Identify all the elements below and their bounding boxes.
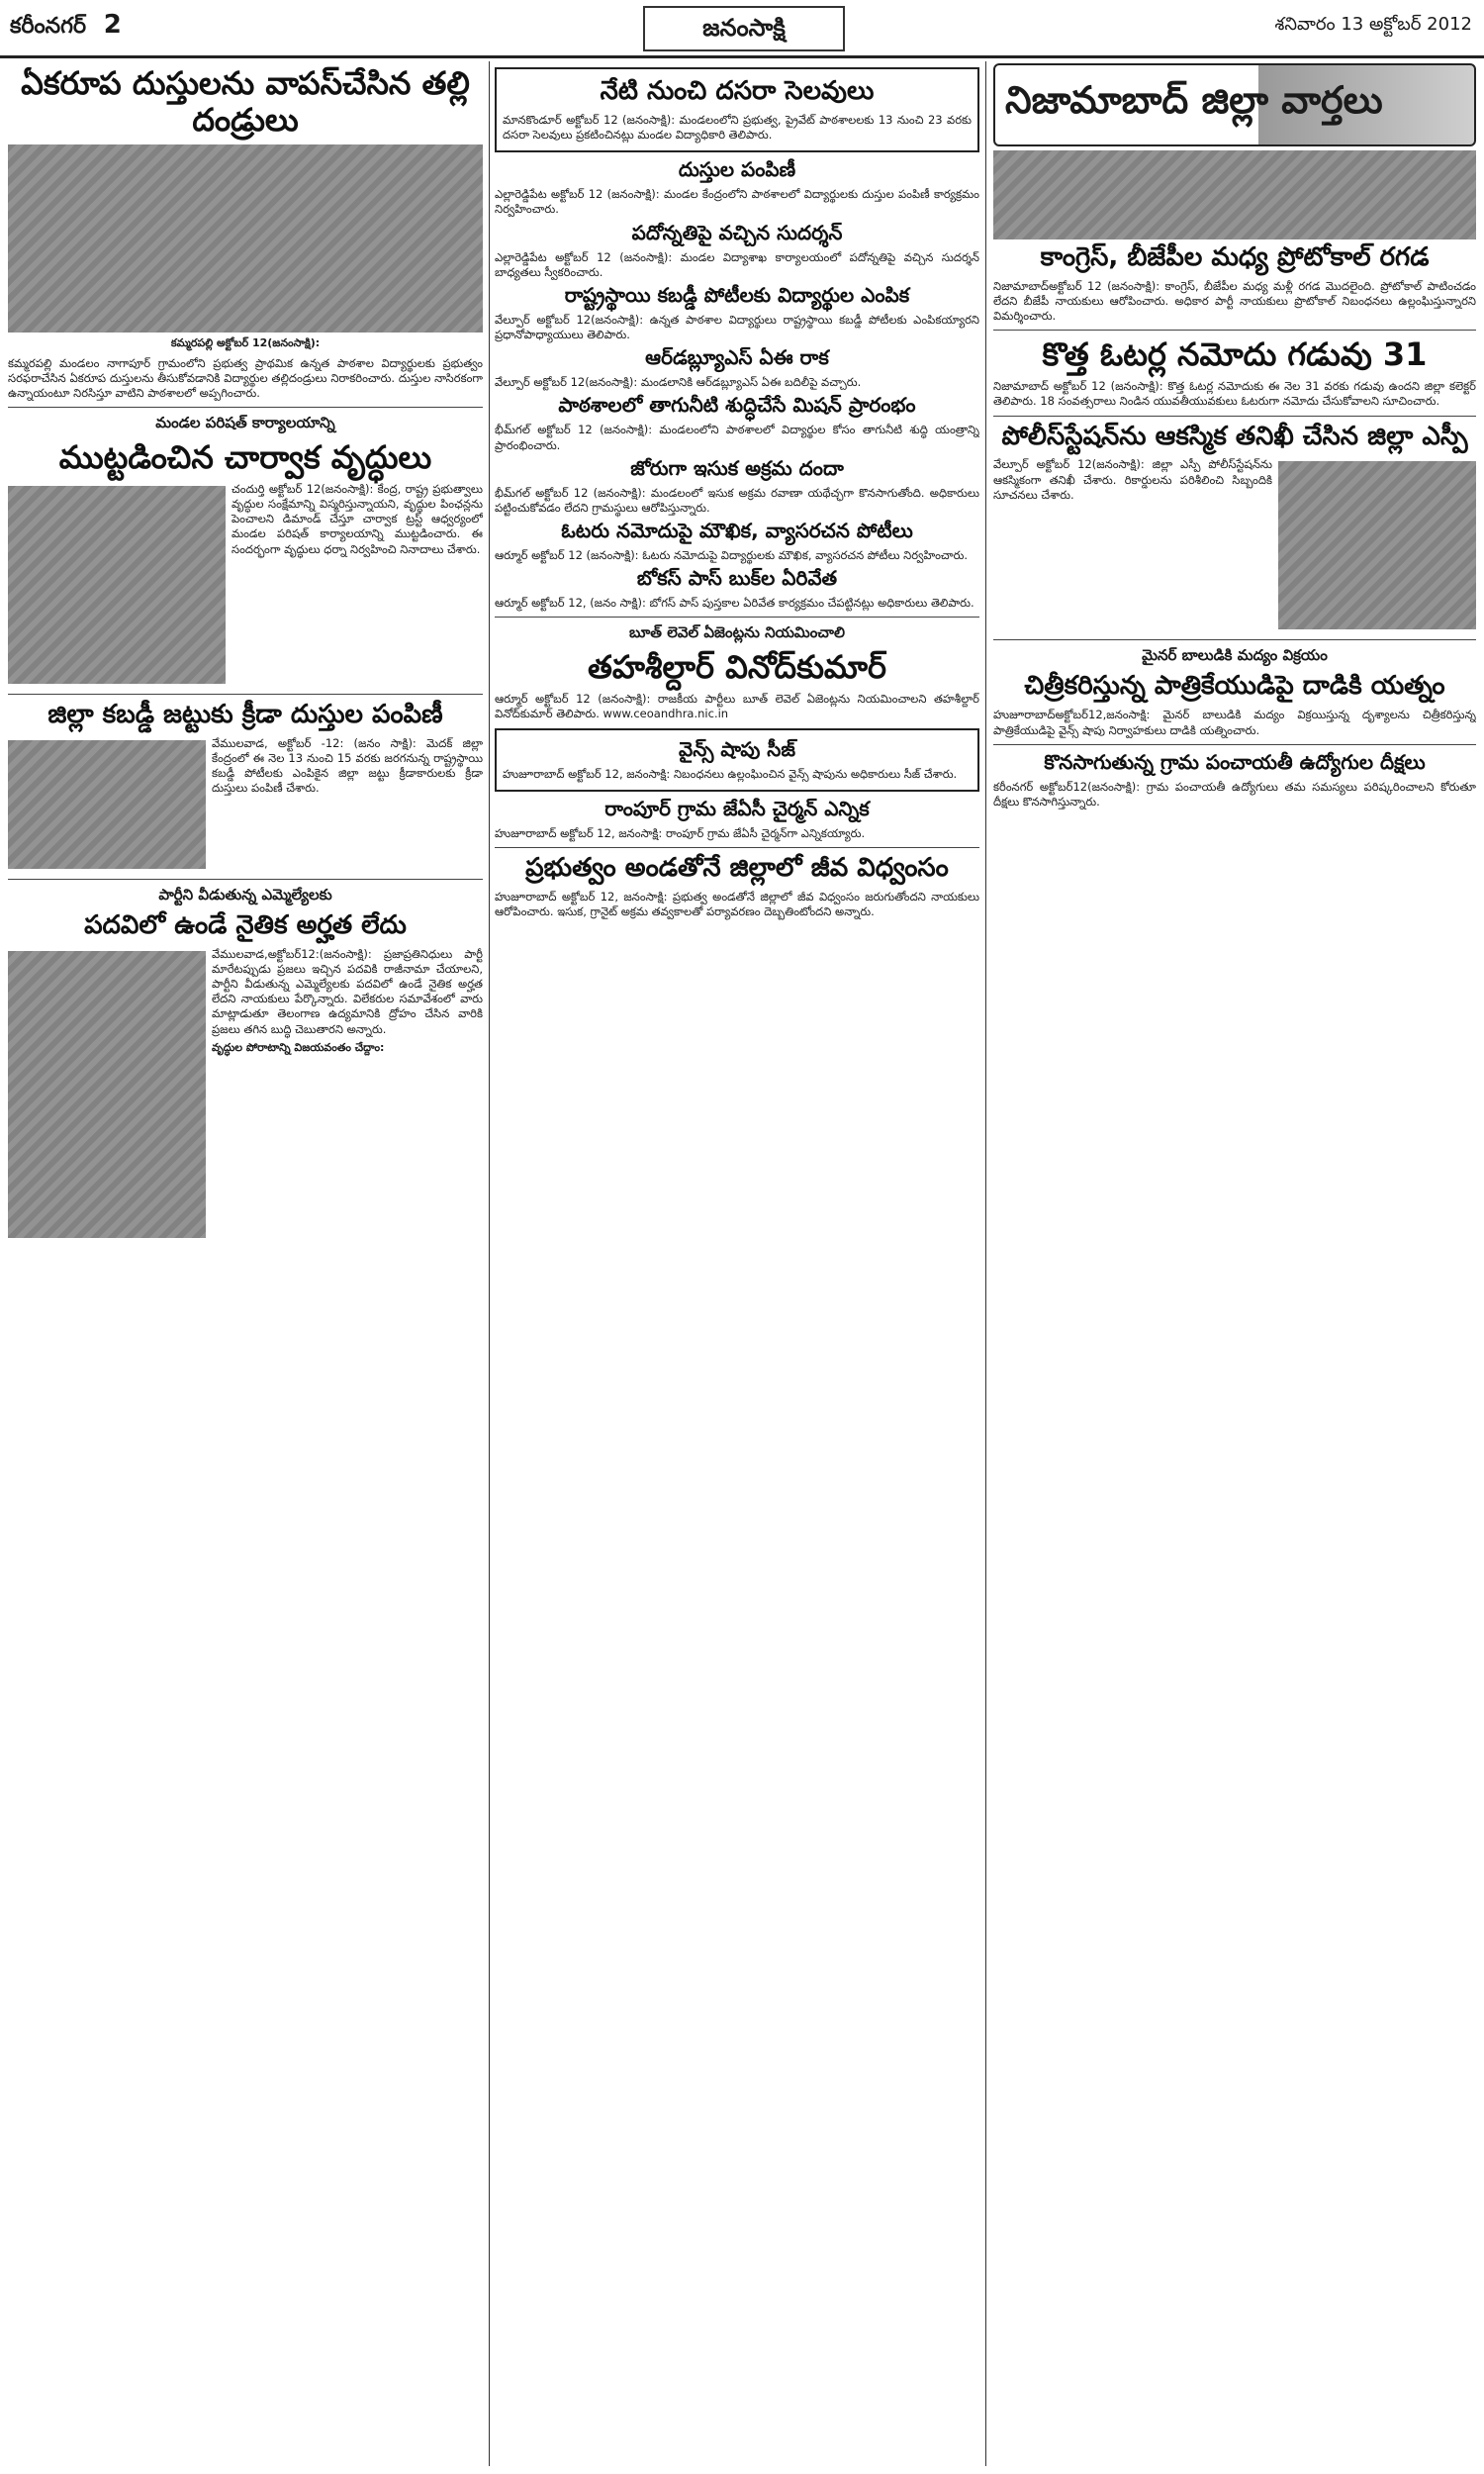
article-text: నిజామాబాద్‌అక్టోబర్ 12 (జనంసాక్షి): కాంగ్రెస్, బీజేపీల మధ్య మళ్లీ రగడ మొదలైంది. ప్రోటోకాల్ పాటించడం లేదని బీజేపీ నాయకులు ఆరోపించారు. అధికార పార్టీ నాయకులు ప్రొటోకాల్ నిబంధనలు ఉల్లంఘిస్తున్నారని విమర్శించారు.	[993, 278, 1476, 324]
article-text: ఆర్మూర్ అక్టోబర్ 12 (జనంసాక్షి): రాజకీయ పార్టీలు బూత్ లెవెల్ ఏజెంట్లను నియమించాలని తహశీల్దార్ వినోద్‌కుమార్ తెలిపారు. www.ceoandhra.nic.in	[495, 692, 979, 721]
headline: జిల్లా కబడ్డీ జట్టుకు క్రీడా దుస్తుల పంపిణీ	[47, 699, 443, 729]
headline: కొనసాగుతున్న గ్రామ పంచాయతీ ఉద్యోగుల దీక్షలు	[1044, 749, 1426, 774]
banner-title: నిజామాబాద్ జిల్లా వార్తలు	[1005, 77, 1383, 122]
article-text: భీమ్‌గల్ అక్టోబర్ 12 (జనంసాక్షి): మండలంలోని పాఠశాలలో విద్యార్థుల కోసం తాగునీటి శుద్ధి యంత్రాన్ని ప్రారంభించారు.	[495, 423, 979, 452]
article-text: నిజామాబాద్ అక్టోబర్ 12 (జనంసాక్షి): కొత్త ఓటర్ల నమోదుకు ఈ నెల 31 వరకు గడువు ఉందని జిల్లా కలెక్టర్ తెలిపారు. 18 సంవత్సరాలు నిండిన యువతీయువకులు ఓటరుగా నమోదు చేసుకోవాలని సూచించారు.	[993, 379, 1476, 409]
issue-date: శనివారం 13 అక్టోబర్ 2012	[1274, 14, 1472, 35]
article-text: కమ్మరపల్లి మండలం నాగాపూర్ గ్రామంలోని ప్రభుత్వ ప్రాథమిక ఉన్నత పాఠశాల విద్యార్థులకు ప్రభుత్వం సరఫరాచేసిన ఏకరూప దుస్తులను తీసుకోవడానికి విద్యార్థుల తల్లిదండ్రులు నిరాకరించారు. దుస్తుల నాసిరకంగా ఉన్నాయంటూ నిరసిస్తూ వాటిని పాఠశాలలో అప్పగించారు.	[8, 355, 483, 400]
city-name: కరీంనగర్	[10, 14, 87, 39]
kicker: బూత్ లెవెల్ ఏజెంట్లను నియమించాలి	[629, 623, 845, 642]
page-header-left	[10, 10, 122, 44]
headline: దుస్తుల పంపిణీ	[678, 157, 796, 182]
headline: పదవిలో ఉండే నైతిక అర్హత లేదు	[84, 909, 407, 940]
headline: కాంగ్రెస్, బీజేపీల మధ్య ప్రోటోకాల్ రగడ	[1040, 242, 1430, 272]
headline: తహశీల్దార్ వినోద్‌కుమార్	[587, 648, 887, 687]
district-banner	[993, 63, 1476, 146]
headline: జోరుగా ఇసుక అక్రమ దందా	[630, 455, 844, 480]
news-photo	[8, 951, 206, 1238]
headline: ఆర్‌డబ్ల్యూఎస్ ఏఈ రాక	[645, 345, 829, 370]
news-photo	[8, 486, 226, 684]
article-text: భీమ్‌గల్ అక్టోబర్ 12 (జనంసాక్షి): మండలంలో ఇసుక అక్రమ రవాణా యథేచ్ఛగా కొనసాగుతోంది. అధికారులు పట్టించుకోవడం లేదని గ్రామస్థులు ఆరోపిస్తున్నారు.	[495, 485, 979, 515]
article-text: చందుర్తి అక్టోబర్ 12(జనంసాక్షి): కేంద్ర, రాష్ట్ర ప్రభుత్వాలు వృద్ధుల సంక్షేమాన్ని విస్మరిస్తున్నాయని, వృద్ధుల పింఛన్లను పెంచాలని డిమాండ్ చేస్తూ చార్వాక ట్రస్ట్ ఆధ్వర్యంలో మండల పరిషత్ కార్యాలయాన్ని ముట్టడించారు. ఈ సందర్భంగా వృద్ధులు ధర్నా నిర్వహించి నినాదాలు చేశారు.	[232, 481, 483, 556]
headline: చిత్రీకరిస్తున్న పాత్రికేయుడిపై దాడికి యత్నం	[1024, 671, 1445, 702]
kicker: పార్టీని వీడుతున్న ఎమ్మెల్యేలకు	[158, 885, 332, 904]
article-text: హుజూరాబాద్ అక్టోబర్ 12, జనంసాక్షి: ప్రభుత్వ అండతోనే జిల్లాలో జీవ విధ్వంసం జరుగుతోందని నాయకులు ఆరోపించారు. ఇసుక, గ్రానైట్ అక్రమ తవ్వకాలతో పర్యావరణం దెబ్బతింటోందని అన్నారు.	[495, 889, 979, 919]
page-number: 2	[103, 10, 122, 40]
article-text: కరీంనగర్ అక్టోబర్12(జనంసాక్షి): గ్రామ పంచాయతీ ఉద్యోగులు తమ సమస్యలు పరిష్కరించాలని కోరుతూ దీక్షలు కొనసాగిస్తున్నారు.	[993, 779, 1476, 809]
article-text: మానకొండూర్ అక్టోబర్ 12 (జనంసాక్షి): మండలంలోని ప్రభుత్వ, ప్రైవేట్ పాఠశాలలకు 13 నుంచి 23 వరకు దసరా సెలవులు ప్రకటించినట్లు మండల విద్యాధికారి తెలిపారు.	[503, 112, 972, 143]
article-text: హుజూరాబాద్ అక్టోబర్ 12, జనంసాక్షి: నిబంధనలు ఉల్లంఘించిన వైన్స్ షాపును అధికారులు సీజ్ చేశారు.	[503, 766, 958, 781]
headline: పోలీస్‌స్టేషన్‌ను ఆకస్మిక తనిఖీ చేసిన జిల్లా ఎస్పీ	[1001, 421, 1468, 451]
article-text: హుజూరాబాద్ అక్టోబర్ 12, జనంసాక్షి: రాంపూర్ గ్రామ జేఏసీ చైర్మన్‌గా ఎన్నికయ్యారు.	[495, 825, 866, 840]
article-text: వేములవాడ, అక్టోబర్ -12: (జనం సాక్షి): మెదక్ జిల్లా కేంద్రంలో ఈ నెల 13 నుంచి 15 వరకు జరగనున్న రాష్ట్రస్థాయి కబడ్డీ పోటీలకు ఎంపికైన జిల్లా జట్టు క్రీడాకారులకు క్రీడా దుస్తులు పంపిణీ చేశారు.	[212, 735, 483, 796]
headline: రాంపూర్ గ్రామ జేఏసీ చైర్మన్ ఎన్నిక	[604, 796, 870, 820]
article-text: వేల్పూర్ అక్టోబర్ 12(జనంసాక్షి): జిల్లా ఎస్పీ పోలీస్‌స్టేషన్‌ను ఆకస్మికంగా తనిఖీ చేశారు. రికార్డులను పరిశీలించి సిబ్బందికి సూచనలు చేశారు.	[993, 457, 1272, 502]
headline: రాష్ట్రస్థాయి కబడ్డీ పోటీలకు విద్యార్థుల ఎంపిక	[564, 282, 910, 307]
article-text: వేల్పూర్ అక్టోబర్ 12(జనంసాక్షి): ఉన్నత పాఠశాల విద్యార్థులు రాష్ట్రస్థాయి కబడ్డీ పోటీలకు ఎంపికయ్యారని ప్రధానోపాధ్యాయులు తెలిపారు.	[495, 312, 979, 342]
headline: కొత్త ఓటర్ల నమోదు గడువు 31	[1042, 335, 1428, 374]
headline: నేటి నుంచి దసరా సెలవులు	[600, 76, 875, 106]
paper-logo: జనంసాక్షి	[643, 6, 845, 51]
article-text: ఎల్లారెడ్డిపేట అక్టోబర్ 12 (జనంసాక్షి): మండల కేంద్రంలోని పాఠశాలలో విద్యార్థులకు దుస్తుల పంపిణీ కార్యక్రమం నిర్వహించారు.	[495, 187, 979, 217]
article-text: హుజూరాబాద్‌అక్టోబర్12,జనంసాక్షి: మైనర్ బాలుడికి మద్యం విక్రయిస్తున్న దృశ్యాలను చిత్రీకరిస్తున్న పాత్రికేయుడిపై వైన్స్ షాపు నిర్వాహకులు దాడికి యత్నించారు.	[993, 708, 1476, 737]
column-center	[495, 61, 979, 2466]
headline: ముట్టడించిన చార్వాక వృద్ధులు	[58, 438, 432, 477]
headline: ప్రభుత్వం అండతోనే జిల్లాలో జీవ విధ్వంసం	[525, 852, 949, 883]
news-photo	[1278, 461, 1476, 629]
article-text: ఎల్లారెడ్డిపేట అక్టోబర్ 12 (జనంసాక్షి): మండల విద్యాశాఖ కార్యాలయంలో పదోన్నతిపై వచ్చిన సుదర్శన్ బాధ్యతలు స్వీకరించారు.	[495, 249, 979, 279]
kicker: మైనర్ బాలుడికి మద్యం విక్రయం	[1142, 646, 1328, 665]
article-text: వేములవాడ,అక్టోబర్12:(జనంసాక్షి): ప్రజాప్రతినిధులు పార్టీ మారేటప్పుడు ప్రజలు ఇచ్చిన పదవికి రాజీనామా చేయాలని, పార్టీని వీడుతున్న ఎమ్మెల్యేలకు పదవిలో ఉండే నైతిక అర్హత లేదని నాయకులు పేర్కొన్నారు. విలేకరుల సమావేశంలో వారు మాట్లాడుతూ తెలంగాణ ఉద్యమానికి ద్రోహం చేసిన వారికి ప్రజలు తగిన బుద్ధి చెబుతారని అన్నారు.	[212, 946, 483, 1036]
headline: ఏకరూప దుస్తులను వాపస్‌చేసిన తల్లి దండ్రులు	[21, 64, 470, 139]
subheading: వృద్ధుల పోరాటాన్ని విజయవంతం చేద్దాం:	[212, 1040, 385, 1054]
article-text: వేల్పూర్ అక్టోబర్ 12(జనంసాక్షి): మండలానికి ఆర్‌డబ్ల్యూఎస్ ఏఈ బదిలీపై వచ్చారు.	[495, 375, 862, 390]
headline: పదోన్నతిపై వచ్చిన సుదర్శన్	[631, 220, 843, 244]
news-photo	[993, 150, 1476, 239]
headline: పాఠశాలలో తాగునీటి శుద్ధిచేసే మిషన్ ప్రారంభం	[558, 393, 916, 418]
column-right	[993, 61, 1476, 2466]
news-photo	[8, 740, 206, 869]
column-left	[8, 61, 483, 2466]
news-box	[495, 728, 979, 792]
kicker: మండల పరిషత్ కార్యాలయాన్ని	[155, 414, 335, 432]
news-photo	[8, 144, 483, 333]
headline: వైన్స్ షాపు సీజ్	[679, 736, 795, 761]
article-text: ఆర్మూర్ అక్టోబర్ 12, (జనం సాక్షి): బోగస్ పాస్ పుస్తకాల ఏరివేత కార్యక్రమం చేపట్టినట్లు అధికారులు తెలిపారు.	[495, 596, 974, 611]
masthead	[0, 0, 1484, 58]
news-box	[495, 67, 979, 152]
photo-caption: కమ్మరపల్లి అక్టోబర్ 12(జనంసాక్షి):	[170, 335, 321, 349]
headline: ఓటరు నమోదుపై మౌఖిక, వ్యాసరచన పోటీలు	[561, 519, 913, 543]
article-text: ఆర్మూర్ అక్టోబర్ 12 (జనంసాక్షి): ఓటరు నమోదుపై విద్యార్థులకు మౌఖిక, వ్యాసరచన పోటీలు నిర్వహించారు.	[495, 548, 969, 563]
headline: బోకస్ పాస్ బుక్‌ల ఏరివేత	[636, 566, 838, 591]
